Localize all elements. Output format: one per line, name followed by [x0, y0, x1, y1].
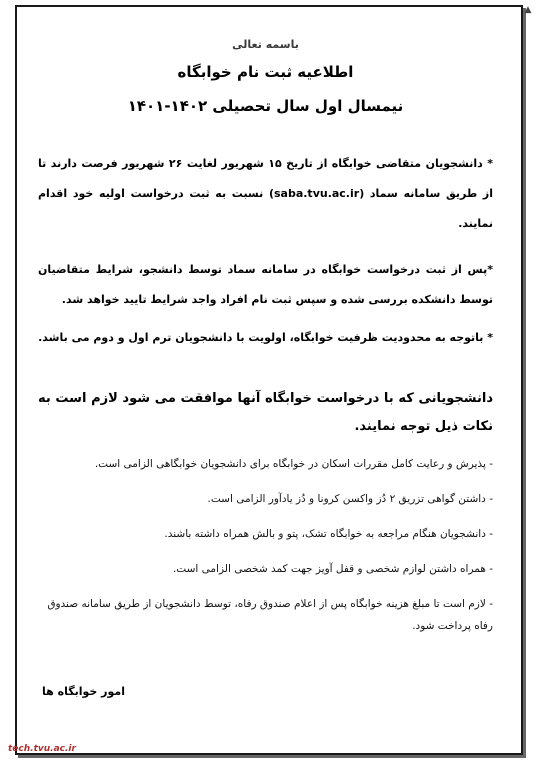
announcement-document	[38, 38, 493, 698]
rule-item: - لازم است تا مبلغ هزینه خوابگاه پس از اعلام صندوق رفاه، توسط دانشجویان از طریق سامانه صندوق رفاه پرداخت شود.	[47, 598, 493, 632]
paragraph-priority: * باتوجه به محدودیت ظرفیت خوابگاه، اولویت با دانشجویان ترم اول و دوم می باشد.	[38, 331, 493, 344]
paragraph-review: *پس از ثبت درخواست خوابگاه در سامانه سماد توسط دانشجو، شرایط متقاضیان توسط دانشکده بررسی شده و سپس ثبت نام افراد واجد شرایط تایید خواهد شد.	[38, 263, 493, 306]
rule-item: - داشتن گواهی تزریق ۲ دُز واکسن کرونا و دُز یادآور الزامی است.	[207, 493, 493, 505]
footer-url-link[interactable]: tech.tvu.ac.ir	[8, 744, 76, 754]
rule-item: - دانشجویان هنگام مراجعه به خوابگاه تشک، پتو و بالش همراه داشته باشند.	[164, 528, 493, 540]
rule-item: - همراه داشتن لوازم شخصی و قفل آویز جهت کمد شخصی الزامی است.	[172, 563, 493, 575]
rules-intro: دانشجویانی که با درخواست خوابگاه آنها موافقت می شود لازم است به نکات ذیل توجه نمایند.	[38, 391, 493, 434]
page-title: اطلاعیه ثبت نام خوابگاه	[177, 63, 354, 81]
rule-item: - پذیرش و رعایت کامل مقررات اسکان در خوابگاه برای دانشجویان خوابگاهی الزامی است.	[94, 458, 493, 470]
invocation-text: باسمه تعالی	[232, 38, 299, 51]
rules-list	[38, 453, 493, 637]
page-subtitle: نیمسال اول سال تحصیلی ۱۴۰۲-۱۴۰۱	[127, 97, 404, 115]
signature: امور خوابگاه ها	[42, 685, 125, 698]
scroll-up-icon[interactable]: ▲	[524, 5, 532, 15]
paragraph-registration: * دانشجویان متقاضی خوابگاه از تاریخ ۱۵ شهریور لغایت ۲۶ شهریور فرصت دارند تا از طریق سامانه سماد (saba.tvu.ac.ir) نسبت به ثبت درخواست اولیه خود اقدام نمایند.	[38, 157, 494, 230]
